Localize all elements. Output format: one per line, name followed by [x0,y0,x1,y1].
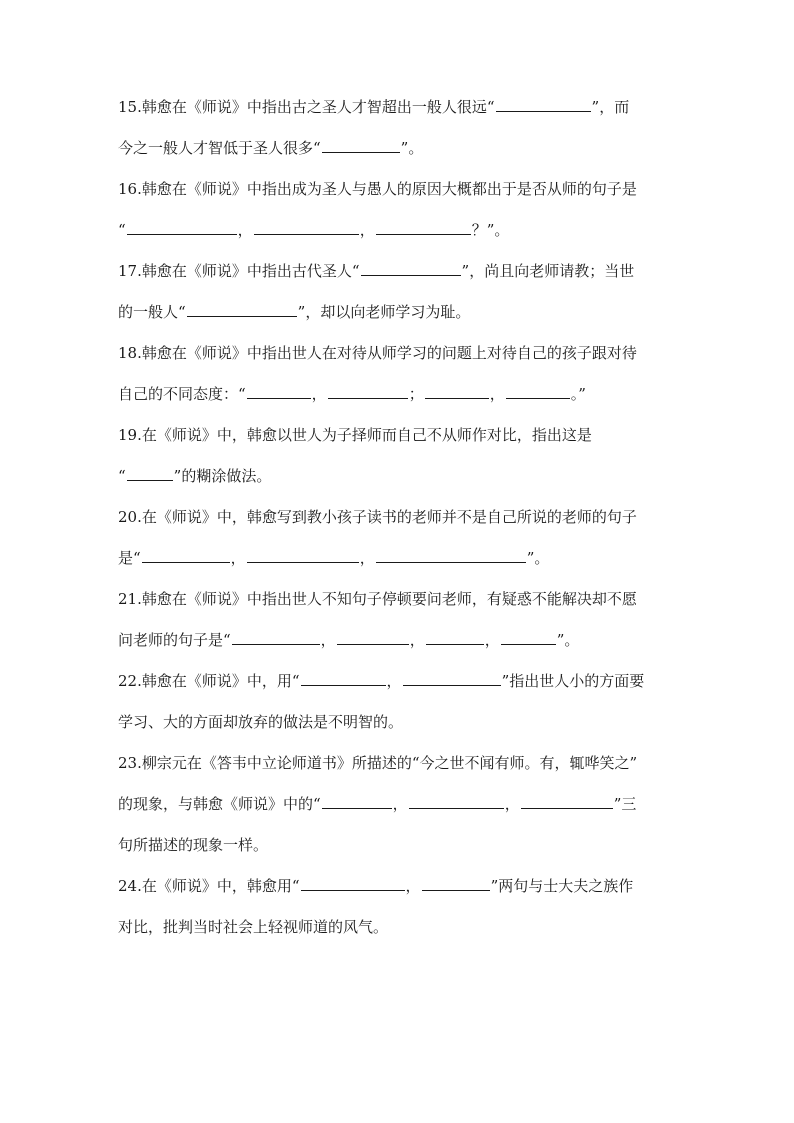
question-17-line-2 [118,298,678,339]
question-text: ”指出世人小的方面要 [501,672,645,690]
question-text: 对比，批判当时社会上轻视师道的风气。 [118,918,389,936]
question-22-line-1: 22.韩愈在《师说》中，用“ ， ”指出世人小的方面要 [118,667,678,708]
question-23-line-2 [118,790,678,831]
answer-blank[interactable] [506,382,570,399]
question-number: 15 [118,98,138,116]
answer-blank[interactable] [247,546,359,563]
answer-blank[interactable] [496,95,591,112]
question-text: “ [118,467,126,485]
question-text: 韩愈在《师说》中指出古之圣人才智超出一般人很远“ [141,98,495,116]
question-number: 16 [118,180,138,198]
separator: ， [311,385,327,403]
separator: ， [489,385,505,403]
separator: ， [504,795,520,813]
answer-blank[interactable] [127,464,173,481]
question-text: 在《师说》中，韩愈用“ [141,877,300,895]
question-number: 21 [118,590,138,608]
question-number: 18 [118,344,138,362]
answer-blank[interactable] [425,382,489,399]
answer-blank[interactable] [232,628,320,645]
question-number: 17 [118,262,138,280]
question-19-line-2 [118,462,678,503]
question-number: 19 [118,426,138,444]
answer-blank[interactable] [328,382,408,399]
question-text: ”的糊涂做法。 [173,467,272,485]
question-text: 在《师说》中，韩愈写到教小孩子读书的老师并不是自己所说的老师的句子 [141,508,637,526]
answer-blank[interactable] [254,218,359,235]
question-21-line-1: 21.韩愈在《师说》中指出世人不知句子停顿要问老师，有疑惑不能解决却不愿 [118,590,637,608]
question-text: 今之一般人才智低于圣人很多“ [118,139,321,157]
answer-blank[interactable] [187,300,297,317]
question-text: 柳宗元在《答韦中立论师道书》所描述的“今之世不闻有师。有，辄哗笑之” [141,754,638,772]
question-16-line-1: 16.韩愈在《师说》中指出成为圣人与愚人的原因大概都出于是否从师的句子是 [118,180,637,198]
question-16-line-2 [118,216,678,257]
answer-blank[interactable] [426,628,484,645]
question-number: 23 [118,754,138,772]
question-15-line-2 [118,134,678,175]
question-text: 问老师的句子是“ [118,631,231,649]
question-21-line-2 [118,626,678,667]
question-number: 24 [118,877,138,895]
question-20-line-2 [118,544,678,585]
separator: ， [392,795,408,813]
question-text: 自己的不同态度：“ [118,385,246,403]
question-text: “ [118,221,126,239]
answer-blank[interactable] [301,669,386,686]
answer-blank[interactable] [322,136,400,153]
question-15-line-1: 15.韩愈在《师说》中指出古之圣人才智超出一般人很远“ ”，而 [118,93,678,134]
question-number: 20 [118,508,138,526]
answer-blank[interactable] [322,792,392,809]
answer-blank[interactable] [127,218,237,235]
answer-blank[interactable] [422,874,490,891]
question-24-line-2 [118,913,678,954]
question-20-line-1: 20.在《师说》中，韩愈写到教小孩子读书的老师并不是自己所说的老师的句子 [118,508,637,526]
question-number: 22 [118,672,138,690]
answer-blank[interactable] [247,382,311,399]
question-22-line-2 [118,708,678,749]
separator: ， [359,221,375,239]
question-text: 是“ [118,549,141,567]
answer-blank[interactable] [521,792,613,809]
answer-blank[interactable] [361,259,461,276]
question-text: ”。 [486,221,510,239]
separator: ， [405,877,421,895]
question-text: ”，尚且向老师请教；当世 [461,262,635,280]
question-text: 韩愈在《师说》中，用“ [141,672,300,690]
question-24-line-1: 24.在《师说》中，韩愈用“ ， ”两句与士大夫之族作 [118,872,678,913]
answer-blank[interactable] [337,628,409,645]
question-text: ”。 [556,631,580,649]
answer-blank[interactable] [142,546,230,563]
question-list [118,93,678,954]
answer-blank[interactable] [403,669,501,686]
separator: ； [408,385,424,403]
question-text: ”，却以向老师学习为耻。 [297,303,471,321]
question-text: ”。 [400,139,424,157]
question-17-line-1: 17.韩愈在《师说》中指出古代圣人“ ”，尚且向老师请教；当世 [118,257,678,298]
separator: ， [359,549,375,567]
answer-blank[interactable] [376,546,526,563]
question-mark: ？ [471,221,487,239]
question-19-line-1: 19.在《师说》中，韩愈以世人为子择师而自己不从师作对比，指出这是 [118,426,592,444]
question-text: 的现象，与韩愈《师说》中的“ [118,795,321,813]
answer-blank[interactable] [376,218,471,235]
question-text: ”。 [526,549,550,567]
separator: ， [484,631,500,649]
question-text: ”两句与士大夫之族作 [490,877,634,895]
question-text: 韩愈在《师说》中指出成为圣人与愚人的原因大概都出于是否从师的句子是 [141,180,637,198]
question-text: 。” [570,385,586,403]
answer-blank[interactable] [409,792,504,809]
separator: ， [386,672,402,690]
question-23-line-3 [118,831,678,872]
separator: ， [409,631,425,649]
separator: ， [237,221,253,239]
question-18-line-2 [118,380,678,421]
question-text: 的一般人“ [118,303,186,321]
question-text: ”，而 [591,98,630,116]
separator: ， [230,549,246,567]
question-18-line-1: 18.韩愈在《师说》中指出世人在对待从师学习的问题上对待自己的孩子跟对待 [118,344,637,362]
question-text: 韩愈在《师说》中指出世人在对待从师学习的问题上对待自己的孩子跟对待 [141,344,637,362]
question-23-line-1: 23.柳宗元在《答韦中立论师道书》所描述的“今之世不闻有师。有，辄哗笑之” [118,754,638,772]
question-text: 韩愈在《师说》中指出古代圣人“ [141,262,360,280]
separator: ， [320,631,336,649]
answer-blank[interactable] [501,628,556,645]
question-text: ”三 [613,795,637,813]
question-text: 韩愈在《师说》中指出世人不知句子停顿要问老师，有疑惑不能解决却不愿 [141,590,637,608]
question-text: 学习、大的方面却放弃的做法是不明智的。 [118,713,404,731]
question-text: 句所描述的现象一样。 [118,836,269,854]
answer-blank[interactable] [301,874,405,891]
question-text: 在《师说》中，韩愈以世人为子择师而自己不从师作对比，指出这是 [141,426,592,444]
